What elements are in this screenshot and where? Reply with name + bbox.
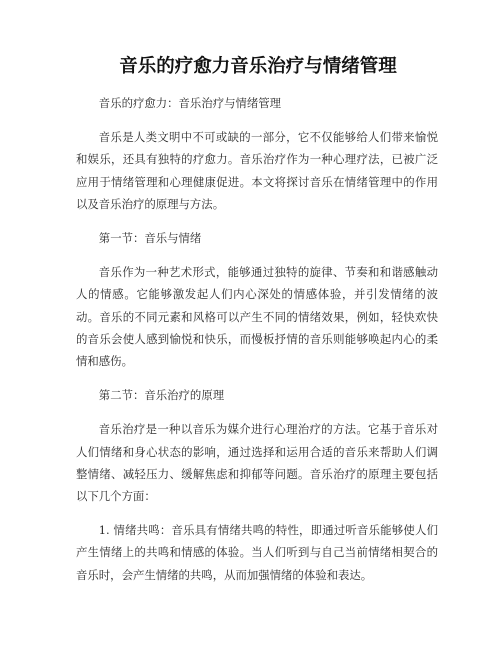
list-item-emotional-resonance: 1. 情绪共鸣：音乐具有情绪共鸣的特性，即通过听音乐能够使人们产生情绪上的共鸣和情感的体验。当人们听到与自己当前情绪相契合的音乐时，会产生情绪的共鸣，从而加强情绪的体验和表达。 xyxy=(76,523,438,582)
intro-paragraph: 音乐是人类文明中不可或缺的一部分，它不仅能够给人们带来愉悦和娱乐，还具有独特的疗愈力。音乐治疗作为一种心理疗法，已被广泛应用于情绪管理和心理健康促进。本文将探讨音乐在情绪管理中的作用以及音乐治疗的原理与方法。 xyxy=(76,130,438,211)
section-heading-2: 第二节：音乐治疗的原理 xyxy=(98,388,225,403)
section-1-paragraph: 音乐作为一种艺术形式，能够通过独特的旋律、节奏和和谐感触动人的情感。它能够激发起人们内心深处的情感体验，并引发情绪的波动。音乐的不同元素和风格可以产生不同的情绪效果，例如，轻快欢快的音乐会使人感到愉悦和快乐，而慢板抒情的音乐则能够唤起内心的柔情和感伤。 xyxy=(76,265,438,369)
section-heading-1: 第一节：音乐与情绪 xyxy=(98,231,202,246)
subtitle-line: 音乐的疗愈力：音乐治疗与情绪管理 xyxy=(98,96,282,110)
document-title: 音乐的疗愈力音乐治疗与情绪管理 xyxy=(119,56,397,77)
section-2-paragraph: 音乐治疗是一种以音乐为媒介进行心理治疗的方法。它基于音乐对人们情绪和身心状态的影响，通过选择和运用合适的音乐来帮助人们调整情绪、减轻压力、缓解焦虑和抑郁等问题。音乐治疗的原理主要包括以下几个方面： xyxy=(76,422,438,504)
